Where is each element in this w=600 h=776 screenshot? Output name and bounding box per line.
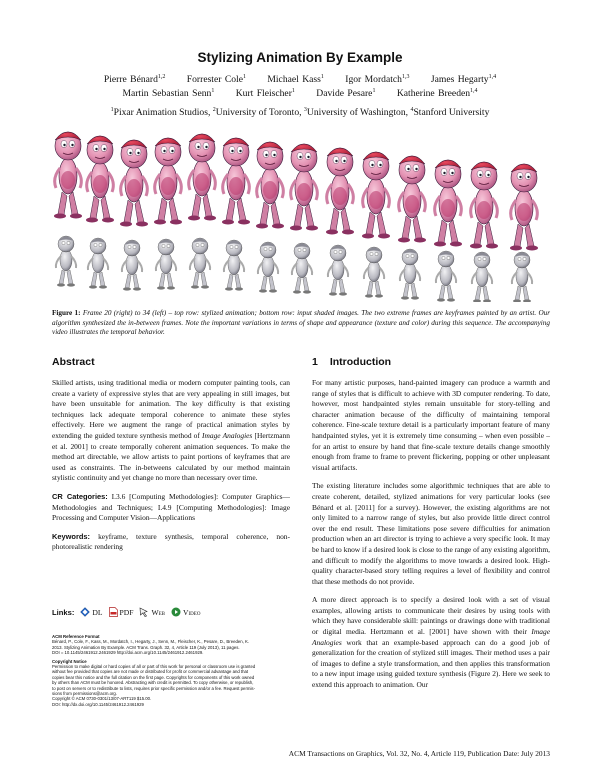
figure-caption <box>52 309 550 338</box>
pdf-link[interactable] <box>109 607 134 617</box>
abstract-italic: Image Analogies <box>202 430 253 440</box>
affiliations: $^1$Pixar Animation Studios, $^2$University of Toronto, $^3$University of Washington, $^4$Stanford University <box>110 107 490 119</box>
affiliation: University of Washington <box>306 107 406 119</box>
affil-sup: 2 <box>212 107 216 113</box>
web-link-label: Web <box>151 607 165 617</box>
author-affil-sup: 1,4 <box>488 74 497 80</box>
author-name: Katherine Breeden <box>396 88 471 100</box>
author <box>345 74 409 85</box>
cr-categories <box>52 492 290 524</box>
abstract-column <box>52 378 290 561</box>
author <box>122 88 214 99</box>
cr-text: I.3.6 [Computing Methodologies]: Computer Graphics—Methodologies and Techniques; I.4.9 [Computing Methodologies]: Image Processing and Computer Vision—Applications <box>52 491 290 523</box>
copyright-line: by others than ACM must be honored. Abstracting with credit is permitted. To copy otherwise, or republish, <box>52 680 254 686</box>
cr-label: CR Categories: <box>52 491 108 501</box>
page-footer: ACM Transactions on Graphics, Vol. 32, No. 4, Article 119, Publication Date: July 2013 <box>288 749 550 758</box>
author <box>431 74 496 85</box>
keywords <box>52 532 290 553</box>
video-icon <box>171 607 181 617</box>
copyright-line: without fee provided that copies are not made or distributed for profit or commercial advantage and that <box>52 669 249 675</box>
video-link[interactable] <box>171 607 200 617</box>
author <box>316 88 375 99</box>
pdf-icon <box>109 607 118 617</box>
authors-row-1 <box>0 74 600 85</box>
copyright-line: sions from permissions@acm.org. <box>52 691 118 697</box>
author <box>236 88 295 99</box>
web-icon <box>139 607 149 617</box>
intro-paragraph: The existing literature includes some algorithmic techniques that are able to create coherent, detailed, stylized animations for very particular looks (see Bénard et al. [2011] for a survey). However, the existing algorithms are not only limited to a narrow range of styles, but also provide little direct control over the end result. These limitations pose severe difficulties for animation production when an art director is trying to achieve a very specific look. It may be hard to know if a desired look is close to the range of any existing algorithm, and difficult to modify the algorithms to move towards a desired look. High-quality character-based story telling requires a level of flexibility and control that these methods do not provide. <box>312 481 550 586</box>
affil-sup: 4 <box>410 107 414 113</box>
author-name: Michael Kass <box>267 74 321 86</box>
copyright-line: Copyright © ACM 0730-0301/13/07-ART119 $15.00. <box>52 696 152 702</box>
copyright-line: to post on servers or to redistribute to lists, requires prior specific permission and/or a fee. Request permis- <box>52 685 255 691</box>
acm-reference-line: Bénard, P., Cole, F., Kass, M., Mordatch, I., Hegarty, J., Senn, M., Fleischer, K., Pesare, D., Breeden, K. <box>52 639 250 645</box>
intro-italic: Image Analogies <box>312 627 550 647</box>
author <box>187 74 246 85</box>
section-number: 1 <box>312 356 318 368</box>
figure-label: Figure 1: <box>52 309 81 317</box>
links-row <box>52 607 200 617</box>
intro-text: A more direct approach is to specify a desired look with a set of visual examples, allowing artists to communicate their desires by using tools with which they have considerable skill: paintings or drawings done with traditional or digital media. Hertzmann et al. [2001] have shown with their <box>312 595 550 637</box>
intro-text: work that an example-based approach can do a good job of generalization for the creation of stylized still images. Their method uses a pair of images to define a style transformation, and then applies this transformation to a new input image using guided texture synthesis (Figure 2). Here we seek to extend this approach to animation. Our <box>312 637 550 690</box>
abstract-text: [Hertzmann et al. 2001] to create temporally coherent animation sequences. To make the method art directable, we allow artists to paint portions of keyframes that are used as constraints. The in-betweens calculated by our method maintain stylistic continuity and yet change no more than necessary over time. <box>52 430 290 483</box>
author-affil-sup: 1 <box>291 88 295 94</box>
acm-reference-block <box>52 634 290 707</box>
author <box>397 88 478 99</box>
author-affil-sup: 1,2 <box>157 74 166 80</box>
web-link[interactable] <box>139 607 165 617</box>
figure-1-illustration <box>52 122 550 302</box>
author <box>104 74 166 85</box>
affiliation: University of Toronto <box>215 107 300 119</box>
keywords-text: keyframe, texture synthesis, temporal coherence, non-photorealistic rendering <box>52 531 290 552</box>
dl-link[interactable] <box>80 607 102 617</box>
affiliation: Stanford University <box>413 107 490 119</box>
links-label: Links: <box>52 607 75 617</box>
pdf-link-label: PDF <box>119 607 134 617</box>
copyright-line: DOI: http://dx.doi.org/10.1145/2461912.2461929 <box>52 701 144 707</box>
author-affil-sup: 1 <box>211 88 215 94</box>
author-affil-sup: 1 <box>372 88 376 94</box>
video-link-label: Video <box>183 607 201 617</box>
author-name: James Hegarty <box>430 74 489 86</box>
copyright-line: copies bear this notice and the full citation on the first page. Copyrights for components of this work owned <box>52 674 255 680</box>
introduction-heading <box>312 356 391 368</box>
author-name: Pierre Bénard <box>103 74 158 86</box>
author-affil-sup: 1,4 <box>470 88 478 94</box>
author <box>267 74 324 85</box>
author-name: Martin Sebastian Senn <box>122 88 212 100</box>
affil-sup: 3 <box>303 107 307 113</box>
author-affil-sup: 1 <box>242 74 246 80</box>
copyright-line: Permission to make digital or hard copies of all or part of this work for personal or classroom use is granted <box>52 664 256 670</box>
author-name: Forrester Cole <box>186 74 243 86</box>
author-affil-sup: 1,3 <box>401 74 410 80</box>
abstract-text: Skilled artists, using traditional media or modern computer painting tools, can create a variety of expressive styles that are very appealing in still images, but have been unsuitable for animation. The key difficulty is that existing techniques lack adequate temporal coherence to animate these styles effectively. Here we augment the range of practical animation styles by extending the guided texture synthesis method of <box>52 378 290 440</box>
acm-reference-heading: ACM Reference Format <box>52 634 100 639</box>
keywords-label: Keywords: <box>52 531 91 541</box>
abstract-paragraph <box>52 378 290 484</box>
intro-paragraph <box>312 595 550 690</box>
authors-row-2 <box>0 88 600 99</box>
dl-link-label: DL <box>92 607 103 617</box>
author-name: Davide Pesare <box>316 88 373 100</box>
acm-reference-line: DOI = 10.1145/2461912.2461929 http://doi.acm.org/10.1145/2461912.2461929. <box>52 650 204 656</box>
author-name: Kurt Fleischer <box>235 88 292 100</box>
intro-paragraph: For many artistic purposes, hand-painted imagery can produce a warmth and range of styles that is difficult to achieve with 3D computer rendering. To date, however, most handpainted styles remain unsuitable for story-telling and character animation because of the difficulty of maintaining temporal coherence. Fine-scale texture detail is a particularly important feature of many handpainted styles, yet it is extremely time consuming – when even possible – for an artist to ensure by hand that fine-scale texture details change smoothly enough from frame to frame to prevent flickering, popping or other unpleasant visual artifacts. <box>312 378 550 472</box>
abstract-heading: Abstract <box>52 356 95 368</box>
author-name: Igor Mordatch <box>345 74 402 86</box>
figure-caption-text: Frame 20 (right) to 34 (left) – top row: stylized animation; bottom row: input shaded images. The two extreme frames are keyframes painted by an artist. Our algorithm synthesized the in-between frames. Note the important variations in terms of shape and appearance (texture and color) during this sequence. The accompanying video illustrates the temporal behavior. <box>52 309 551 337</box>
copyright-heading: Copyright Notice <box>52 658 87 664</box>
paper-title: Stylizing Animation By Example <box>197 50 403 65</box>
affil-sup: 1 <box>110 107 114 113</box>
section-title: Introduction <box>329 356 392 368</box>
introduction-column <box>312 378 550 691</box>
affiliation: Pixar Animation Studios <box>113 107 208 119</box>
dl-icon <box>80 607 90 617</box>
acm-reference-line: 2013. Stylizing Animation By Example. ACM Trans. Graph. 32, 4, Article 119 (July 2013), 11 pages. <box>52 644 240 650</box>
author-affil-sup: 1 <box>320 74 324 80</box>
